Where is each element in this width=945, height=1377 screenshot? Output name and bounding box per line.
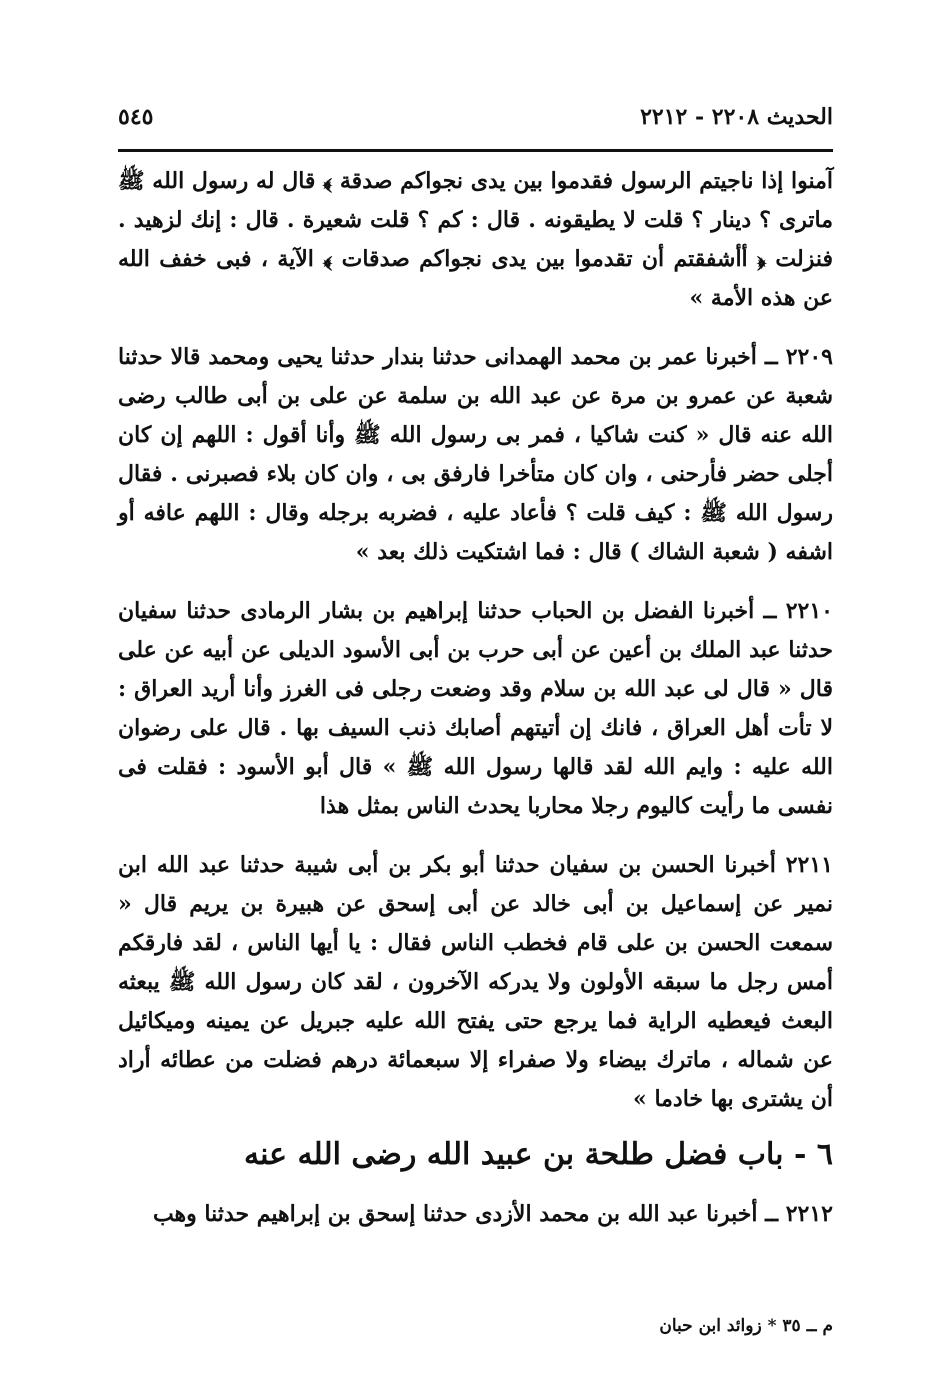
- page-body: [118, 162, 833, 1234]
- page-header: [118, 104, 833, 130]
- header-rule: [118, 149, 833, 152]
- paragraph-continuation: آمنوا إذا ناجيتم الرسول فقدموا بين يدى نجواكم صدقة ﴾ قال له رسول الله ﷺ ماترى ؟ دينار ؟ قلت لا يطيقونه . قال : كم ؟ قلت شعيرة . قال : إنك لزهيد . فنزلت ﴿ أأشفقتم أن تقدموا بين يدى نجواكم صدقات ﴾ الآية ، فبى خفف الله عن هذه الأمة »: [118, 168, 833, 311]
- hadith-2212: ٢٢١٢ ــ أخبرنا عبد الله بن محمد الأزدى حدثنا إسحق بن إبراهيم حدثنا وهب: [152, 1201, 833, 1227]
- hadith-2209: ٢٢٠٩ ــ أخبرنا عمر بن محمد الهمدانى حدثنا بندار حدثنا يحيى ومحمد قالا حدثنا شعبة عن عمرو بن مرة عن عبد الله بن سلمة عن على بن أبى طالب رضى الله عنه قال « كنت شاكيا ، فمر بى رسول الله ﷺ وأنا أقول : اللهم إن كان أجلى حضر فأرحنى ، وان كان متأخرا فارفق بى ، وان كان بلاء فصبرنى . فقال رسول الله ﷺ : كيف قلت ؟ فأعاد عليه ، فضربه برجله وقال : اللهم عافه أو اشفه ( شعبة الشاك ) قال : فما اشتكيت ذلك بعد »: [118, 344, 833, 565]
- page-number: ٥٤٥: [118, 104, 154, 130]
- section-heading: ٦ - باب فضل طلحة بن عبيد الله رضى الله عنه: [243, 1137, 833, 1172]
- hadith-2210: ٢٢١٠ ــ أخبرنا الفضل بن الحباب حدثنا إبراهيم بن بشار الرمادى حدثنا سفيان حدثنا عبد الملك بن أعين عن أبى حرب بن أبى الأسود الديلى عن أبيه عن على قال « قال لى عبد الله بن سلام وقد وضعت رجلى فى الغرز وأنا أريد العراق : لا تأت أهل العراق ، فانك إن أتيتهم أصابك ذنب السيف بها . قال على رضوان الله عليه : وايم الله لقد قالها رسول الله ﷺ » قال أبو الأسود : فقلت فى نفسى ما رأيت كاليوم رجلا محاربا يحدث الناس بمثل هذا: [118, 598, 833, 819]
- hadith-2211: ٢٢١١ أخبرنا الحسن بن سفيان حدثنا أبو بكر بن أبى شيبة حدثنا عبد الله ابن نمير عن إسماعيل بن أبى خالد عن أبى إسحق عن هبيرة بن يريم قال « سمعت الحسن بن على قام فخطب الناس فقال : يا أيها الناس ، لقد فارقكم أمس رجل ما سبقه الأولون ولا يدركه الآخرون ، لقد كان رسول الله ﷺ يبعثه البعث فيعطيه الراية فما يرجع حتى يفتح الله عليه جبريل عن يمينه وميكائيل عن شماله ، ماترك بيضاء ولا صفراء إلا سبعمائة درهم فضلت من عطائه أراد أن يشترى بها خادما »: [118, 852, 833, 1112]
- running-title: الحديث ٢٢٠٨ - ٢٢١٢: [640, 104, 833, 130]
- page-footer-signature: م ــ ٣٥ * زوائد ابن حبان: [659, 1316, 833, 1336]
